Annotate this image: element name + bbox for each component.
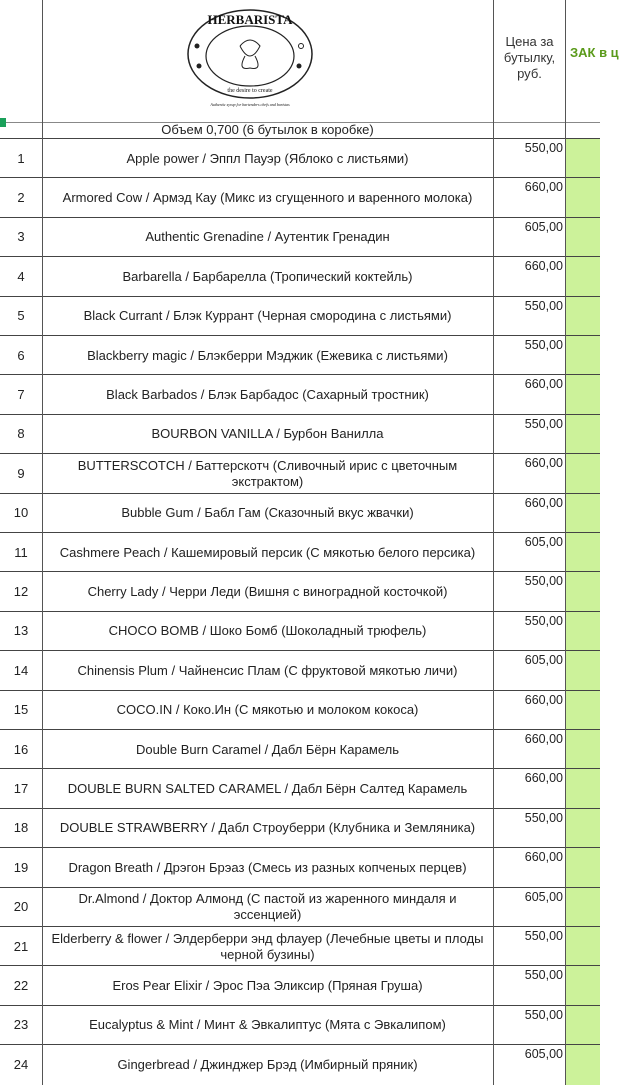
product-price: 605,00 — [524, 1047, 563, 1062]
product-name — [46, 494, 489, 533]
product-name — [46, 572, 489, 611]
row-number: 5 — [17, 308, 25, 324]
product-name-text: Armored Cow / Армэд Кау (Микс из сгущенного и варенного молока) — [62, 190, 473, 206]
product-name — [46, 375, 489, 414]
table-row[interactable] — [0, 138, 600, 178]
product-name — [46, 454, 489, 493]
row-number: 18 — [13, 820, 29, 836]
product-price: 550,00 — [524, 574, 563, 589]
product-name-text: Blackberry magic / Блэкберри Мэджик (Ежевика с листьями) — [87, 347, 448, 363]
table-row[interactable] — [0, 926, 600, 966]
product-name-text: Black Barbados / Блэк Барбадос (Сахарный тростник) — [106, 387, 429, 403]
row-number: 10 — [13, 505, 29, 521]
row-number: 13 — [13, 623, 29, 639]
product-name — [46, 927, 489, 966]
table-row[interactable] — [0, 414, 600, 454]
row-number: 7 — [17, 387, 25, 403]
product-name — [46, 612, 489, 651]
row-number: 3 — [17, 229, 25, 245]
product-price: 550,00 — [524, 338, 563, 352]
product-name-text: Gingerbread / Джинджер Брэд (Имбирный пряник) — [117, 1056, 418, 1072]
row-number: 6 — [17, 347, 25, 363]
row-number: 24 — [13, 1056, 29, 1072]
product-name-text: Elderberry & flower / Элдерберри энд флауер (Лечебные цветы и плоды черной бузины) — [51, 930, 484, 962]
table-row[interactable] — [0, 808, 600, 848]
product-name-text: BOURBON VANILLA / Бурбон Ванилла — [151, 426, 384, 442]
product-price: 550,00 — [524, 298, 563, 313]
row-number: 21 — [13, 938, 29, 954]
product-name — [46, 769, 489, 808]
product-price: 660,00 — [524, 771, 563, 786]
table-row[interactable] — [0, 532, 600, 572]
svg-text:HERBARISTA: HERBARISTA — [207, 12, 293, 27]
row-number: 8 — [17, 426, 25, 442]
product-name-text: DOUBLE STRAWBERRY / Дабл Строуберри (Клубника и Земляника) — [59, 820, 476, 836]
product-name — [46, 178, 489, 217]
table-row[interactable] — [0, 887, 600, 927]
product-name-text: Bubble Gum / Бабл Гам (Сказочный вкус жвачки) — [121, 505, 414, 521]
product-price: 550,00 — [524, 613, 563, 628]
row-group-marker[interactable] — [0, 118, 6, 127]
product-name-text: Cashmere Peach / Кашемировый персик (С мякотью белого персика) — [59, 544, 476, 560]
table-row[interactable] — [0, 374, 600, 414]
row-number: 1 — [17, 150, 25, 166]
row-number: 23 — [13, 1017, 29, 1033]
column-divider — [565, 0, 566, 1085]
table-row[interactable] — [0, 296, 600, 336]
product-price: 660,00 — [524, 692, 563, 707]
table-row[interactable] — [0, 1044, 600, 1084]
product-price: 605,00 — [524, 535, 563, 549]
product-name-text: BUTTERSCOTCH / Баттерскотч (Сливочный ирис с цветочным экстрактом) — [77, 457, 458, 489]
product-price: 660,00 — [524, 495, 563, 510]
table-header — [0, 0, 619, 123]
table-row[interactable] — [0, 571, 600, 611]
product-name-text: Apple power / Эппл Пауэр (Яблоко с листьями) — [126, 150, 409, 166]
product-name — [46, 336, 489, 375]
column-divider — [42, 0, 43, 1085]
product-name-text: Authentic Grenadine / Аутентик Гренадин — [145, 229, 390, 245]
table-row[interactable] — [0, 493, 600, 533]
row-number: 15 — [13, 702, 29, 718]
product-name — [46, 415, 489, 454]
product-price: 660,00 — [524, 732, 563, 746]
table-row[interactable] — [0, 965, 600, 1005]
table-row[interactable] — [0, 335, 600, 375]
product-price: 605,00 — [524, 889, 563, 904]
row-number: 14 — [13, 662, 29, 678]
product-name-text: Dr.Almond / Доктор Алмонд (С пастой из жаренного миндаля и эссенцией) — [78, 891, 457, 923]
product-price: 550,00 — [524, 810, 563, 825]
product-price: 660,00 — [524, 180, 563, 195]
product-name — [46, 966, 489, 1005]
product-price: 550,00 — [524, 141, 563, 155]
product-price: 605,00 — [524, 219, 563, 234]
order-column-header: ЗАК в ц — [570, 45, 619, 60]
product-name-text: Eros Pear Elixir / Эрос Пэа Эликсир (Пряная Груша) — [112, 978, 423, 994]
product-name — [46, 1006, 489, 1045]
product-price: 550,00 — [524, 929, 563, 943]
product-price: 550,00 — [524, 968, 563, 983]
product-name — [46, 218, 489, 257]
product-name-text: COCO.IN / Коко.Ин (С мякотью и молоком кокоса) — [116, 702, 419, 718]
price-column-header: Цена за бутылку, руб. — [503, 34, 556, 81]
product-price: 660,00 — [524, 456, 563, 471]
product-name — [46, 257, 489, 296]
product-name — [46, 848, 489, 887]
product-name — [46, 533, 489, 572]
product-name — [46, 888, 489, 927]
table-row[interactable] — [0, 217, 600, 257]
row-number: 2 — [17, 190, 25, 206]
table-row[interactable] — [0, 768, 600, 808]
table-row[interactable] — [0, 256, 600, 296]
product-name — [46, 1045, 489, 1084]
product-name — [46, 651, 489, 690]
product-name-text: Dragon Breath / Дрэгон Брэаз (Смесь из разных копченых перцев) — [68, 859, 467, 875]
table-row[interactable] — [0, 177, 600, 217]
product-name-text: Eucalyptus & Mint / Минт & Эвкалиптус (Мята с Эвкалипом) — [89, 1017, 446, 1033]
product-name-text: CHOCO BOMB / Шоко Бомб (Шоколадный трюфель) — [108, 623, 427, 639]
product-price: 550,00 — [524, 1007, 563, 1022]
product-name — [46, 297, 489, 336]
row-number: 9 — [17, 465, 25, 481]
product-name-text: Barbarella / Барбарелла (Тропический коктейль) — [122, 268, 413, 284]
row-number: 19 — [13, 859, 29, 875]
product-price: 660,00 — [524, 850, 563, 865]
product-name — [46, 809, 489, 848]
table-row[interactable] — [0, 690, 600, 730]
column-divider — [493, 0, 494, 1085]
table-row[interactable] — [0, 611, 600, 651]
product-price: 605,00 — [524, 653, 563, 668]
product-name — [46, 730, 489, 769]
row-number: 16 — [13, 741, 29, 757]
product-name-text: Chinensis Plum / Чайненсис Плам (С фруктовой мякотью личи) — [77, 662, 458, 678]
row-number: 17 — [13, 781, 29, 797]
product-name — [46, 691, 489, 730]
table-row[interactable] — [0, 847, 600, 887]
product-name-text: Double Burn Caramel / Дабл Бёрн Карамель — [135, 741, 400, 757]
row-number: 4 — [17, 268, 25, 284]
product-name-text: Cherry Lady / Черри Леди (Вишня с виноградной косточкой) — [87, 584, 448, 600]
table-row[interactable] — [0, 650, 600, 690]
product-price: 660,00 — [524, 377, 563, 392]
product-price: 660,00 — [524, 259, 563, 274]
table-row[interactable] — [0, 1005, 600, 1045]
product-price: 550,00 — [524, 416, 563, 431]
table-row[interactable] — [0, 453, 600, 493]
table-row[interactable] — [0, 729, 600, 769]
row-number: 11 — [14, 544, 28, 560]
product-name-text: DOUBLE BURN SALTED CARAMEL / Дабл Бёрн Салтед Карамель — [67, 781, 468, 797]
product-name-text: Black Currant / Блэк Куррант (Черная смородина с листьями) — [83, 308, 452, 324]
row-number: 22 — [13, 978, 29, 994]
svg-text:the desire to create: the desire to create — [227, 88, 273, 94]
product-name — [46, 139, 489, 178]
section-title: Объем 0,700 (6 бутылок в коробке) — [161, 122, 374, 137]
row-number: 20 — [13, 899, 29, 915]
row-number: 12 — [13, 584, 29, 600]
herbarista-logo — [185, 6, 315, 116]
svg-text:Authentic syrup for bartenders: Authentic syrup for bartenders chefs and baristas — [210, 102, 290, 107]
